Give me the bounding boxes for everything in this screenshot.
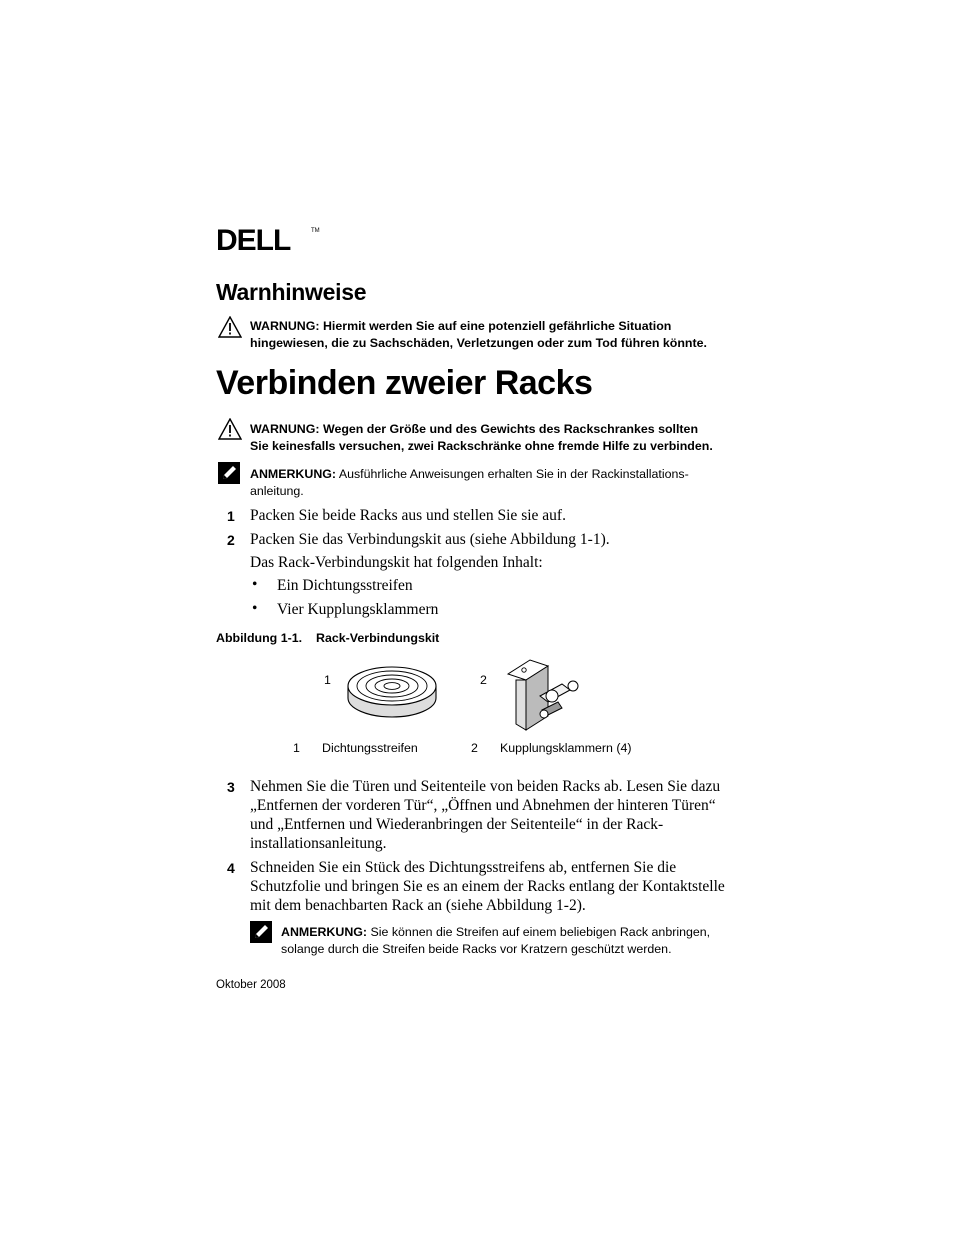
legend-label: Kupplungsklammern (4) [500, 741, 632, 755]
kit-intro-text: Das Rack-Verbindungskit hat folgenden Inhalt: [250, 554, 543, 571]
note-text-line2: solange durch die Streifen beide Racks vor Kratzern geschützt werden. [281, 942, 672, 956]
note-notice-rack-install [250, 466, 750, 500]
coupling-clips-illustration [500, 656, 585, 738]
sealing-strip-illustration [345, 656, 440, 718]
figure-callout-number: 2 [480, 673, 487, 687]
figure-callout-number: 1 [324, 673, 331, 687]
step-text: Packen Sie das Verbindungskit aus (siehe Abbildung 1-1). [250, 531, 610, 548]
legend-number: 2 [471, 741, 478, 755]
step-text-line: Nehmen Sie die Türen und Seitenteile von beiden Racks ab. Lesen Sie dazu [250, 778, 721, 795]
warning-label: WARNUNG: [250, 319, 320, 333]
step-text [250, 858, 750, 915]
warning-notice-general [250, 318, 750, 352]
note-pencil-icon [218, 462, 240, 484]
note-text-line1: Sie können die Streifen auf einem beliebigen Rack anbringen, [370, 925, 711, 939]
step-number: 2 [227, 532, 235, 548]
warning-notice-weight [250, 421, 750, 455]
warning-label: WARNUNG: [250, 422, 320, 436]
kit-item: Vier Kupplungsklammern [277, 601, 439, 618]
dell-logo [216, 224, 326, 254]
step-text [250, 777, 750, 853]
warning-text-line1: Wegen der Größe und des Gewichts des Rackschrankes sollten [322, 422, 699, 436]
note-pencil-icon [250, 921, 272, 943]
figure-caption [216, 631, 439, 645]
trademark-mark: TM [311, 228, 320, 234]
warning-triangle-icon [218, 316, 242, 338]
figure-caption-title: Rack-Verbindungskit [316, 631, 440, 645]
note-label: ANMERKUNG: [250, 467, 337, 481]
section-title-warnings: Warnhinweise [216, 279, 367, 305]
figure-caption-number: Abbildung 1-1. [216, 631, 303, 645]
step-text-line: mit dem benachbarten Rack an (siehe Abbildung 1-2). [250, 897, 586, 914]
step-text-line: und „Entfernen und Wiederanbringen der Seitenteile“ in der Rack- [250, 816, 664, 833]
warning-text-line2: Sie keinesfalls versuchen, zwei Rackschränke ohne fremde Hilfe zu verbinden. [250, 439, 713, 453]
dell-logo-text: DELL [216, 224, 291, 254]
footer-date: Oktober 2008 [216, 979, 286, 991]
note-notice-strips [281, 924, 751, 958]
warning-triangle-icon [218, 418, 242, 440]
step-text-line: Schutzfolie und bringen Sie es an einem der Racks entlang der Kontaktstelle [250, 878, 725, 895]
step-text-line: installationsanleitung. [250, 835, 387, 852]
note-label: ANMERKUNG: [281, 925, 368, 939]
step-text: Packen Sie beide Racks aus und stellen Sie sie auf. [250, 507, 566, 524]
step-number: 4 [227, 860, 235, 876]
bullet-marker: • [252, 600, 258, 617]
step-number: 1 [227, 508, 235, 524]
warning-text-line2: hingewiesen, die zu Sachschäden, Verletzungen oder zum Tod führen könnte. [250, 336, 707, 350]
note-text-line2: anleitung. [250, 484, 304, 498]
page-title: Verbinden zweier Racks [216, 364, 593, 402]
warning-text-line1: Hiermit werden Sie auf eine potenziell gefährliche Situation [322, 319, 672, 333]
step-text-line: „Entfernen der vorderen Tür“, „Öffnen und Abnehmen der hinteren Türen“ [250, 797, 716, 814]
legend-label: Dichtungsstreifen [322, 741, 418, 755]
step-text-line: Schneiden Sie ein Stück des Dichtungsstreifens ab, entfernen Sie die [250, 859, 677, 876]
kit-item: Ein Dichtungsstreifen [277, 577, 413, 594]
note-text-line1: Ausführliche Anweisungen erhalten Sie in der Rackinstallations- [338, 467, 689, 481]
bullet-marker: • [252, 576, 258, 593]
legend-number: 1 [293, 741, 300, 755]
step-number: 3 [227, 779, 235, 795]
